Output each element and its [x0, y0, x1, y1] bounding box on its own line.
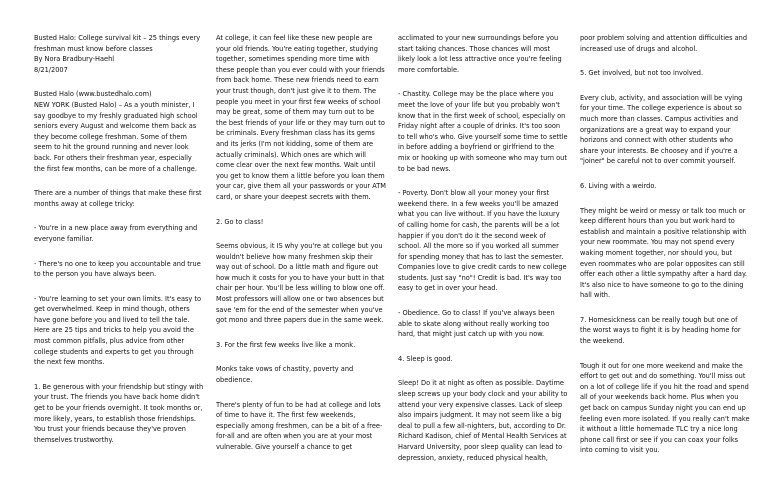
column-paragraph: Seems obvious, it IS why you're at college but you wouldn't believe how many freshmen skip their way out of school. Do a little math and figure out how much it costs for you to have your butt in that chair per hour. You'll be less willing to blow one off. Most professors will allow one or two absences but save 'em for the end of the semester when you've got mono and three papers due in the same week. — [216, 242, 385, 325]
column-paragraph: Sleep! Do it at night as often as possible. Daytime sleep screws up your body clock and your ability to attend your very expensive classes. Lack of sleep also impairs judgment. It may not seem like a big deal to pull a few all-nighters, but, according to Dr. Richard Kadison, chief of Mental Health Services at Harvard University, poor sleep quality can lead to depression, anxiety, reduced physical health, — [398, 379, 568, 462]
text-column-2 — [216, 33, 386, 467]
column-paragraph: 6. Living with a weirdo. — [580, 181, 657, 190]
column-paragraph: 4. Sleep is good. — [398, 354, 453, 363]
column-paragraph: Monks take vows of chastity, poverty and obedience. — [216, 365, 354, 385]
column-paragraph: - Chastity. College may be the place where you meet the love of your life but you probably won't know that in the first week of school, especially on Friday night after a couple of drinks. It's too soon to tell who's who. Give yourself some time to settle in before adding a boyfriend or girlfriend to the mix or hooking up with someone who may turn out to be bad news. — [398, 90, 568, 173]
column-paragraph: Every club, activity, and association will be vying for your time. The college experience is about so much more than classes. Campus activities and organizations are a great way to expand your horizons and connect with other students who share your interests. Be choosey and if you're a "joiner" be careful not to over commit yourself. — [580, 93, 743, 166]
text-column-1 — [34, 33, 204, 459]
text-column-4 — [580, 33, 750, 470]
column-paragraph: - Obedience. Go to class! If you've always been able to skate along without really working too hard, that might just catch up with you now. — [398, 309, 555, 339]
column-paragraph: - Poverty. Don't blow all your money your first weekend there. In a few weeks you'll be amazed what you can live without. If you have the luxury of calling home for cash, the parents will be a lot happier if you don't do it the second week of school. All the more so if you worked all summer for spending money that has to last the semester. Companies love to give credit cards to new college students. Just say "no"! Credit is bad. It's way too easy to get in over your head. — [398, 189, 567, 293]
column-paragraph: acclimated to your new surroundings before you start taking chances. Those chances will most likely look a lot less attractive once you're feeling more comfortable. — [398, 34, 562, 74]
column-paragraph: 3. For the first few weeks live like a monk. — [216, 340, 356, 349]
column-paragraph: Tough it out for one more weekend and make the effort to get out and do something. You'll miss out on a lot of college life if you hit the road and spend all of your weekends back home. Plus when you get back on campus Sunday night you can end up feeling even more isolated. If you really can't make it without a little homemade TLC try a nice long phone call first or see if you can coax your folks into coming to visit you. — [580, 361, 750, 455]
column-paragraph: - You're learning to set your own limits. It's easy to get overwhelmed. Keep in mind though, others have gone before you and lived to tell the tale. Here are 25 tips and tricks to help you avoid the most common pitfalls, plus advice from other college students and experts to get you through the next few months. — [34, 294, 202, 367]
column-paragraph: poor problem solving and attention difficulties and increased use of drugs and alcohol. — [580, 34, 748, 53]
column-paragraph: There are a number of things that make these first months away at college tricky: — [34, 189, 202, 208]
column-paragraph: There's plenty of fun to be had at college and lots of time to have it. The first few weekends, especially among freshmen, can be a bit of a free-for-all and are often when you are at your most vulnerable. Give yourself a chance to get — [216, 400, 383, 451]
column-paragraph: Busted Halo (www.bustedhalo.com) NEW YORK (Busted Halo) – As a youth minister, I say goodbye to my freshly graduated high school seniors every August and welcome them back as they become college freshman. Some of them seem to hit the ground running and never look back. For others their freshman year, especially the first few months, can be more of a challenge. — [34, 90, 198, 173]
column-paragraph: 1. Be generous with your friendship but stingy with your trust. The friends you have back home didn't get to be your friends overnight. It took months or, more likely, years, to establish those friendships. You trust your friends because they've proven themselves trustworthy. — [34, 382, 204, 444]
column-paragraph: They might be weird or messy or talk too much or keep different hours than you but work hard to establish and maintain a positive relationship with your new roommate. You may not spend every waking moment together, nor should you, but even roommates who are polar opposites can still offer each other a little sympathy after a hard day. It's also nice to have someone to go to the dining hall with. — [580, 206, 748, 300]
column-paragraph: - You're in a new place away from everything and everyone familiar. — [34, 224, 198, 243]
column-paragraph: 2. Go to class! — [216, 217, 264, 226]
column-paragraph: - There's no one to keep you accountable and true to the person you have always been. — [34, 259, 201, 279]
column-paragraph: 7. Homesickness can be really tough but one of the worst ways to fight it is by heading home for the weekend. — [580, 315, 741, 346]
text-column-3 — [398, 33, 568, 477]
column-paragraph: 5. Get involved, but not too involved. — [580, 69, 704, 78]
column-paragraph: Busted Halo: College survival kit – 25 things every freshman must know before classes By Nora Bradbury-Haehl 8/21/2007 — [34, 34, 201, 74]
column-paragraph: At college, it can feel like these new people are your old friends. You're eating together, studying together, sometimes spending more time with these people than you ever could with your friends from back home. These new friends need to earn your trust though, don't just give it to them. The people you meet in your first few weeks of school may be great, some of them may turn out to be the best friends of your life or they may turn out to be criminals. Every freshman class has its gems and its jerks (I'm not kidding, some of them are actually criminals). Which ones are which will come clear over the next few months. Wait until you get to know them a little before you loan them your car, give them all your passwords or your ATM card, or share your deepest secrets with them. — [216, 34, 386, 201]
